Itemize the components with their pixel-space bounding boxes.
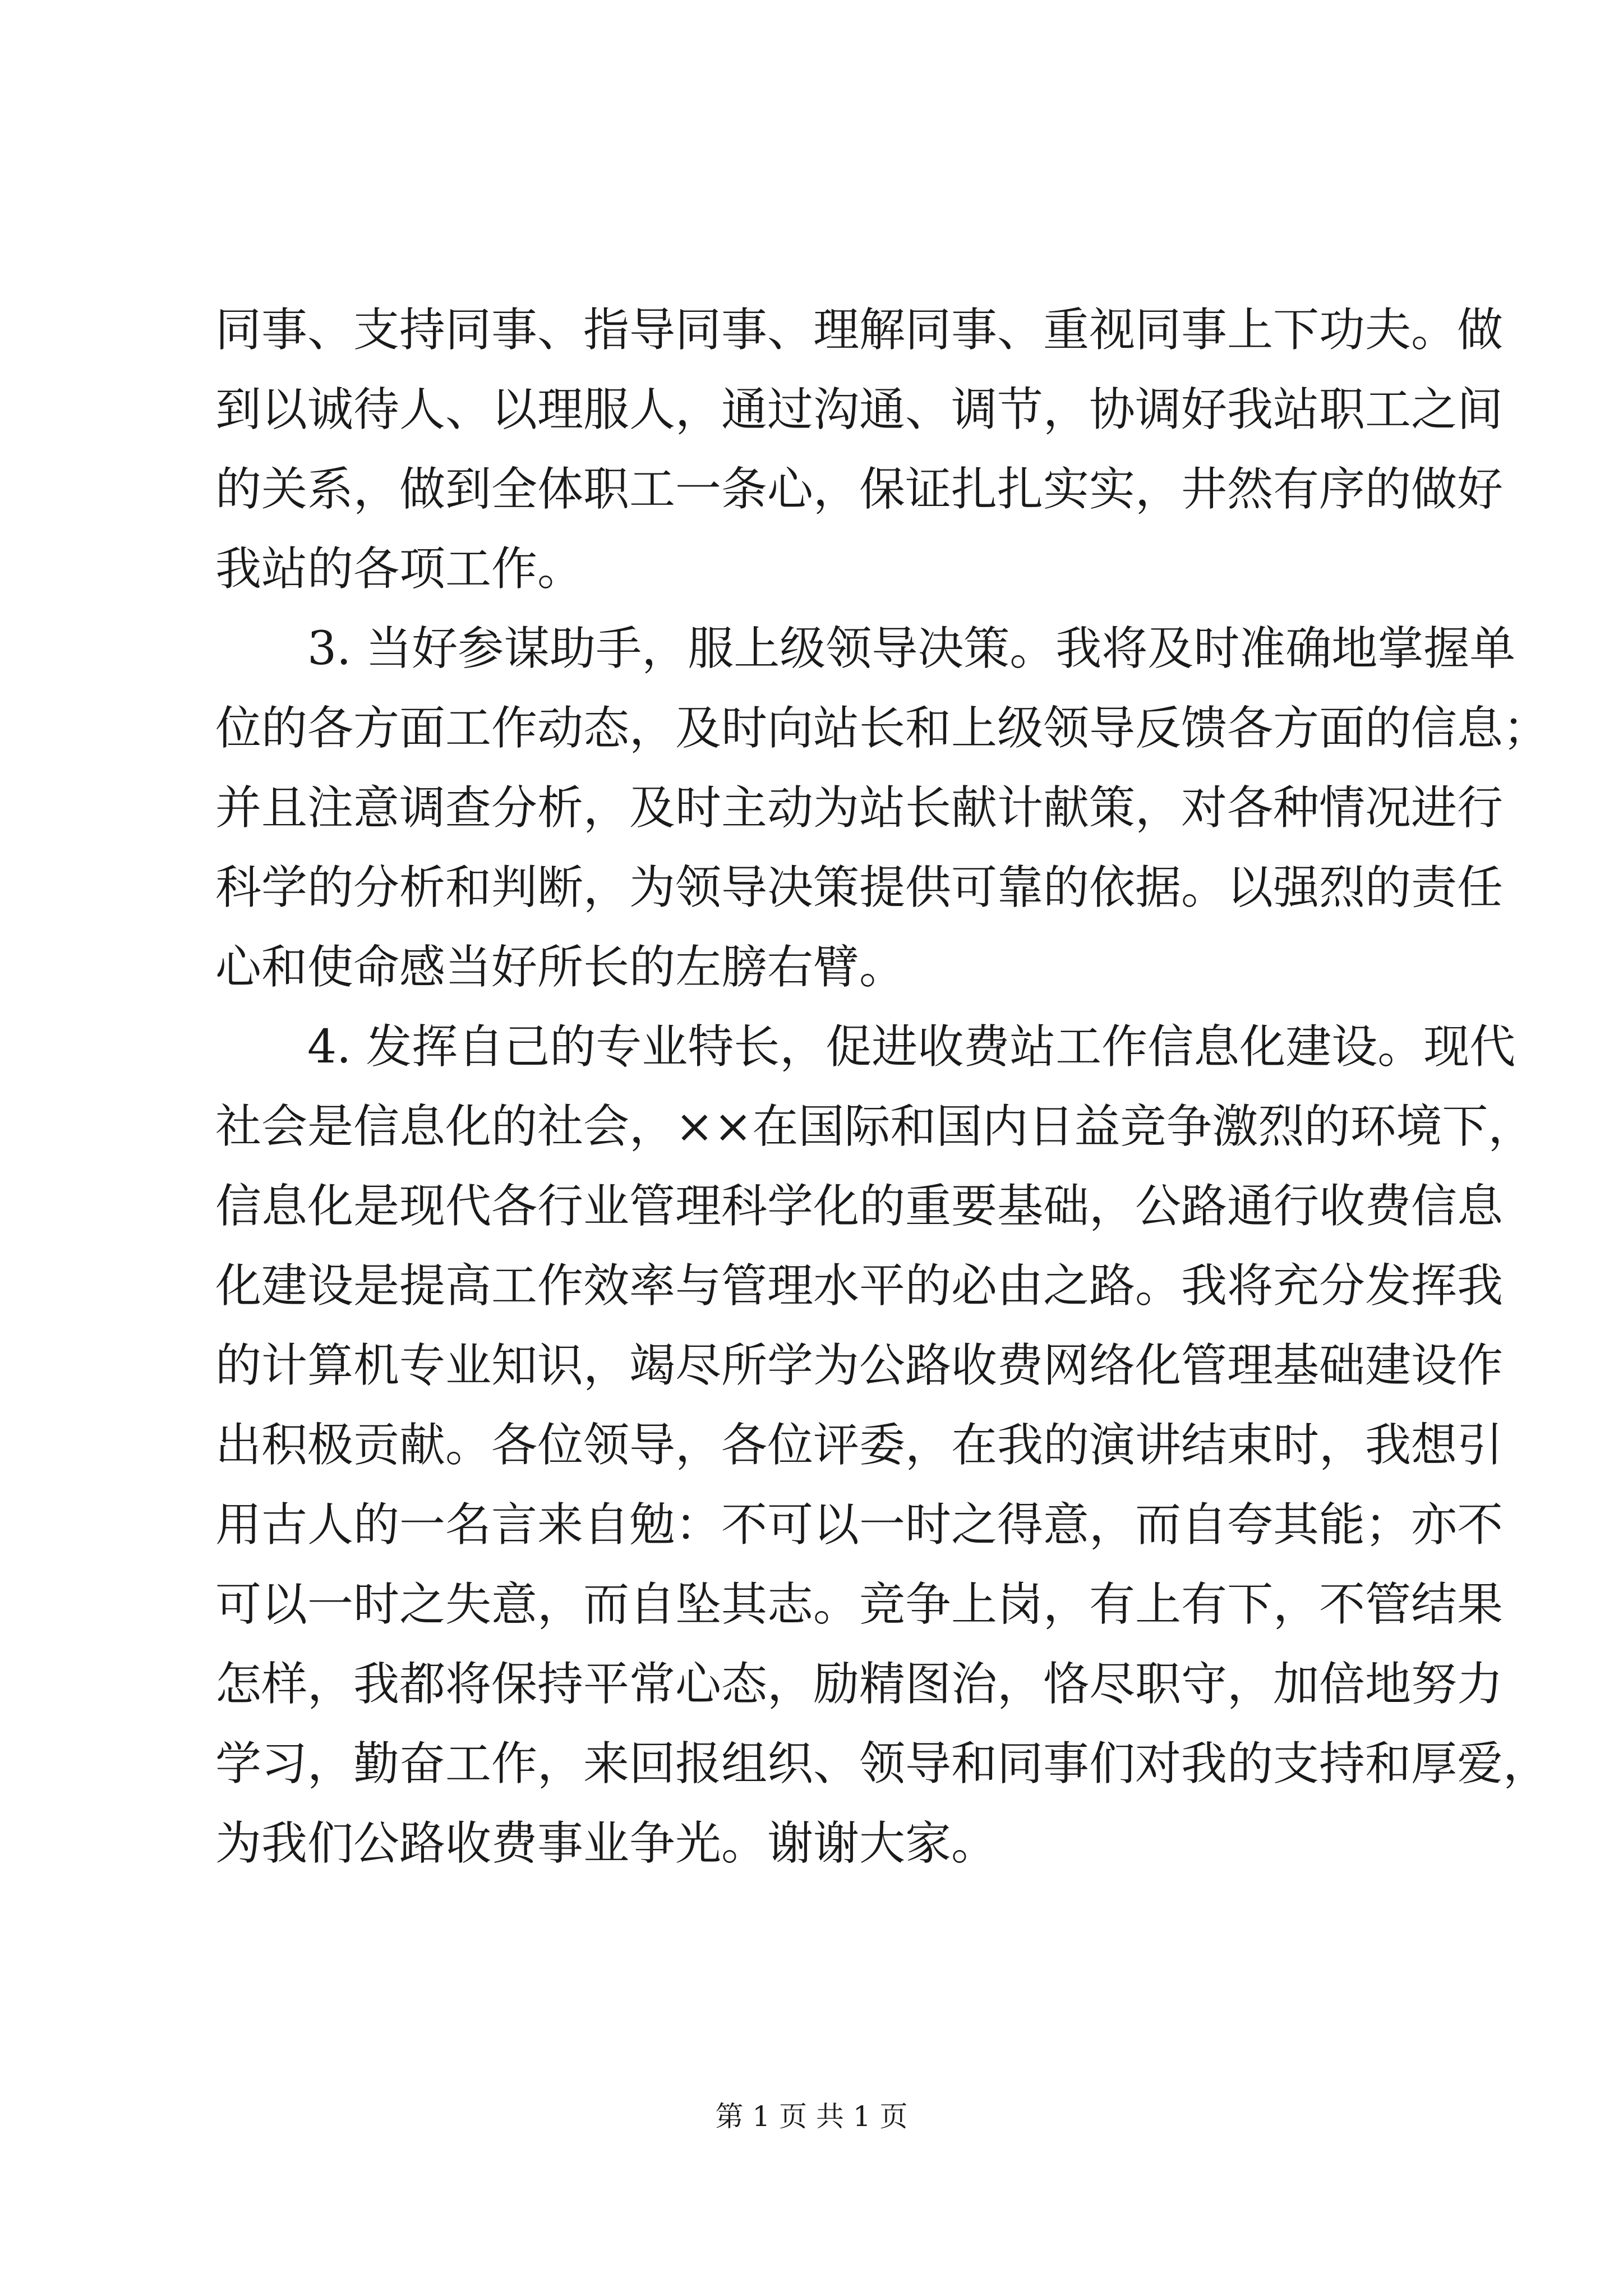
paragraph-line: 心和使命感当好所长的左膀右臂。 [215,941,906,994]
paragraph-line: 可以一时之失意，而自坠其志。竞争上岗，有上有下，不管结果 [215,1578,1504,1631]
page-footer: 第 1 页 共 1 页 [715,2100,908,2133]
paragraph-line: 出积极贡献。各位领导，各位评委，在我的演讲结束时，我想引 [215,1419,1504,1472]
paragraph-line: 的关系，做到全体职工一条心，保证扎扎实实，井然有序的做好 [215,463,1504,516]
paragraph-line: 我站的各项工作。 [215,542,584,596]
paragraph-line: 社会是信息化的社会，××在国际和国内日益竞争激烈的环境下， [215,1100,1534,1153]
paragraph-line: 位的各方面工作动态，及时向站长和上级领导反馈各方面的信息； [215,702,1550,755]
paragraph-line: 学习，勤奋工作，来回报组织、领导和同事们对我的支持和厚爱， [215,1737,1550,1791]
paragraph-line: 信息化是现代各行业管理科学化的重要基础，公路通行收费信息 [215,1180,1504,1233]
paragraph-line: 用古人的一名言来自勉：不可以一时之得意，而自夸其能；亦不 [215,1498,1504,1552]
paragraph-line: 怎样，我都将保持平常心态，励精图治，恪尽职守，加倍地努力 [215,1658,1504,1711]
paragraph-line: 化建设是提高工作效率与管理水平的必由之路。我将充分发挥我 [215,1259,1504,1313]
paragraph-line: 科学的分析和判断，为领导决策提供可靠的依据。以强烈的责任 [215,861,1504,914]
paragraph-line: 到以诚待人、以理服人，通过沟通、调节，协调好我站职工之间 [215,383,1504,436]
paragraph-line: 为我们公路收费事业争光。谢谢大家。 [215,1817,998,1870]
document-body [215,291,1550,1884]
paragraph-line: 的计算机专业知识，竭尽所学为公路收费网络化管理基础建设作 [215,1339,1504,1392]
paragraph-line: 3. 当好参谋助手，服上级领导决策。我将及时准确地掌握单 [307,622,1516,675]
paragraph-line: 同事、支持同事、指导同事、理解同事、重视同事上下功夫。做 [215,303,1504,357]
paragraph-line: 4. 发挥自己的专业特长，促进收费站工作信息化建设。现代 [307,1020,1516,1074]
paragraph-line: 并且注意调查分析，及时主动为站长献计献策，对各种情况进行 [215,781,1504,835]
